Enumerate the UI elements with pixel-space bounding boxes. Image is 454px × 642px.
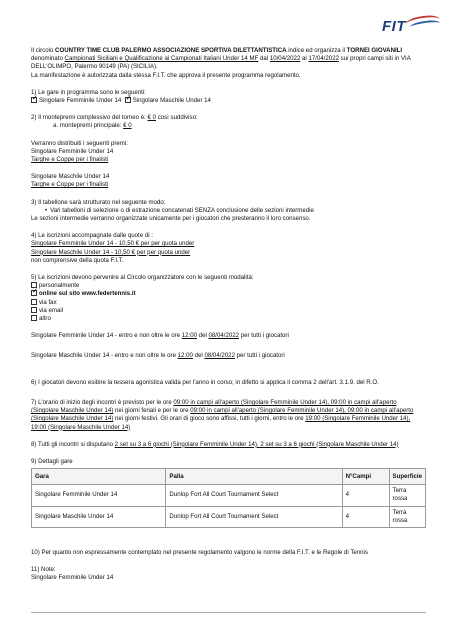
column-header: N°Campi bbox=[342, 469, 389, 485]
section-1-title: 1) Le gare in programma sono le seguenti: bbox=[31, 88, 146, 96]
entry-fee: Singolare Femminile Under 14 - 10,50 € per per quota under bbox=[31, 240, 195, 248]
deadline-date: 08/04/2022 bbox=[204, 352, 235, 360]
mode-option bbox=[31, 307, 426, 315]
checkbox-checked[interactable] bbox=[125, 97, 131, 103]
club-name: COUNTRY TIME CLUB PALERMO ASSOCIAZIONE SPORTIVA DILETTANTISTICA bbox=[55, 47, 287, 54]
mode-label: via fax bbox=[39, 298, 57, 306]
match-format: 2 set su 3 a 6 giochi (Singolare Femminile Under 14), 2 set su 3 a 6 giochi (Singolare Maschile Under 14) bbox=[114, 440, 399, 448]
prizes-intro: Verranno distribuiti i seguenti premi: bbox=[31, 139, 128, 147]
checkbox[interactable] bbox=[31, 299, 37, 305]
section-7-text bbox=[31, 399, 426, 432]
deadline-text: del bbox=[192, 352, 205, 360]
deadline-text: per tutti i giocatori bbox=[234, 352, 285, 360]
notes-line: Singolare Femminile Under 14 bbox=[31, 574, 114, 582]
column-header: Superficie bbox=[389, 469, 425, 485]
date-to: 17/04/2022 bbox=[308, 55, 339, 63]
schedule-text: nei giorni festivi. Gli orari di gioco sono affissi, tutti i giorni, entro le ore bbox=[113, 415, 306, 423]
option-label: Singolare Femminile Under 14 bbox=[39, 97, 122, 105]
schedule-weekday: 09:00 in campi all'aperto (Singolare Femminile Under 14), 09:00 in campi all'aperto (Singolare Maschile Under 14) bbox=[31, 398, 397, 415]
date-from: 10/04/2022 bbox=[269, 55, 301, 63]
entry-fee: Singolare Maschile Under 14 - 10,50 € per per quota under bbox=[31, 248, 191, 256]
section-4-title: 4) Le iscrizioni accompagnate dalle quote di : bbox=[31, 232, 153, 240]
intro-text: dal bbox=[258, 55, 270, 63]
section-10-text: 10) Per quanto non espressamente contemplato nel presente regolamento valgono le norme della F.I.T. e le Regole di Tennis bbox=[31, 548, 368, 556]
deadline-male bbox=[31, 352, 426, 360]
match-format-text: 8) Tutti gli incontri si disputano bbox=[31, 440, 115, 448]
prize-item-label: a. montepremi principale: bbox=[53, 122, 124, 130]
mode-option bbox=[31, 299, 426, 307]
table-cell: Terra rossa bbox=[389, 506, 425, 527]
table-cell: 4 bbox=[342, 506, 389, 527]
section-11-title: 11) Note: bbox=[31, 566, 56, 574]
mode-option bbox=[31, 282, 426, 290]
prize-amount: € 0 bbox=[147, 114, 156, 122]
draw-structure-note: Le sezioni intermedie verranno organizzate unicamente per i giocatori che presteranno il loro consenso. bbox=[31, 215, 311, 223]
draw-structure-item: • Vari tabelloni di selezione o di estrazione concatenati SENZA conclusione delle sezioni intermedie bbox=[31, 207, 426, 215]
tournament-type: TORNEI GIOVANILI bbox=[346, 47, 403, 54]
deadline-text: Singolare Femminile Under 14 - entro e non oltre le ore bbox=[31, 332, 182, 340]
championship-name: Campionati Siciliani e Qualificazione ai Campionati Italiani Under 14 MF bbox=[64, 55, 259, 63]
fit-logo-text: FIT bbox=[382, 18, 406, 35]
checkbox-checked[interactable] bbox=[31, 97, 37, 103]
intro-text: denominato bbox=[31, 55, 65, 63]
prize-item-amount: € 0 bbox=[123, 122, 132, 130]
section-8-text bbox=[31, 441, 426, 449]
section-5-title: 5) Le iscrizioni devono pervenire al Circolo organizzatore con le seguenti modalità: bbox=[31, 274, 254, 282]
prize-text: così suddiviso: bbox=[156, 114, 198, 122]
footer-divider bbox=[31, 612, 426, 613]
schedule-posting: 19:00 (Singolare Femminile Under 14), 19:00 (Singolare Maschile Under 14) bbox=[31, 415, 411, 431]
table-cell: Dunlop Fort All Court Tournament Select bbox=[166, 506, 342, 527]
checkbox[interactable] bbox=[31, 307, 37, 313]
mode-label: via email bbox=[39, 306, 64, 314]
intro-text: Il circolo bbox=[31, 47, 56, 54]
mode-label: personalmente bbox=[39, 282, 80, 290]
checkbox-checked[interactable] bbox=[31, 290, 37, 296]
table-row bbox=[32, 506, 426, 527]
checkbox[interactable] bbox=[31, 315, 37, 321]
checkbox[interactable] bbox=[31, 282, 37, 288]
prize-description: Targhe e Coppe per i finalisti bbox=[31, 181, 109, 189]
section-1-options bbox=[31, 97, 426, 105]
intro-paragraph bbox=[31, 47, 426, 72]
section-9-title: 9) Dettagli gare bbox=[31, 457, 73, 465]
mode-label: altro bbox=[39, 315, 51, 323]
table-cell: Terra rossa bbox=[389, 485, 425, 506]
deadline-female bbox=[31, 332, 426, 340]
column-header: Palla bbox=[166, 469, 342, 485]
deadline-time: 12:00 bbox=[177, 352, 193, 360]
table-cell: Singolare Maschile Under 14 bbox=[32, 506, 166, 527]
section-6-text: 6) I giocatori devono esibire la tessera agonistica valida per l'anno in corso; in difetto si applica il comma 2 dell'art. 3.1.9. del R.O. bbox=[31, 378, 379, 386]
section-2-title bbox=[31, 114, 426, 122]
schedule-holiday: 09:00 in campi all'aperto (Singolare Femminile Under 14), 09:00 in campi all'aperto (Singolare Maschile Under 14) bbox=[31, 407, 414, 423]
mode-option bbox=[31, 290, 426, 298]
deadline-date: 08/04/2022 bbox=[208, 332, 240, 340]
table-row bbox=[32, 485, 426, 506]
deadline-text: del bbox=[196, 332, 209, 340]
table-cell: Dunlop Fort All Court Tournament Select bbox=[166, 485, 342, 506]
authorization-note: La manifestazione è autorizzata dalla stessa F.I.T. che approva il presente programma regolamento. bbox=[31, 71, 301, 79]
prize-category: Singolare Femminile Under 14 bbox=[31, 147, 114, 155]
schedule-text: nei giorni feriali e per le ore bbox=[113, 407, 191, 415]
intro-text: sui propri campi siti in VIA DELL'OLIMPO, Palermo 90149 (PA) (SICILIA). bbox=[31, 55, 411, 71]
section-3-title: 3) Il tabellone sarà strutturato nel seguente modo: bbox=[31, 198, 166, 206]
entry-fee-note: non comprensive della quota F.I.T. bbox=[31, 256, 124, 264]
prize-text: 2) Il montepremi complessivo del torneo è: bbox=[31, 114, 148, 122]
document-body bbox=[31, 47, 426, 583]
table-cell: Singolare Femminile Under 14 bbox=[32, 485, 166, 506]
deadline-text: per tutti i giocatori bbox=[239, 332, 289, 340]
deadline-text: Singolare Maschile Under 14 - entro e non oltre le ore bbox=[31, 352, 178, 360]
intro-text: al bbox=[300, 55, 309, 63]
prize-item bbox=[31, 122, 426, 130]
deadline-time: 12:00 bbox=[181, 332, 197, 340]
table-cell: 4 bbox=[342, 485, 389, 506]
prize-category: Singolare Maschile Under 14 bbox=[31, 173, 110, 181]
prize-description: Targhe e Coppe per i finalisti bbox=[31, 156, 109, 164]
intro-text: indice ed organizza il bbox=[286, 47, 347, 54]
table-header-row bbox=[32, 469, 426, 485]
events-table bbox=[31, 468, 426, 528]
fit-logo bbox=[382, 18, 442, 40]
column-header: Gara bbox=[32, 469, 166, 485]
mode-label: online sul sito www.federtennis.it bbox=[39, 290, 136, 298]
option-label: Singolare Maschile Under 14 bbox=[132, 97, 211, 105]
mode-option bbox=[31, 315, 426, 323]
schedule-text: 7) L'orario di inizio degli incontri è previsto per le ore bbox=[31, 398, 174, 406]
